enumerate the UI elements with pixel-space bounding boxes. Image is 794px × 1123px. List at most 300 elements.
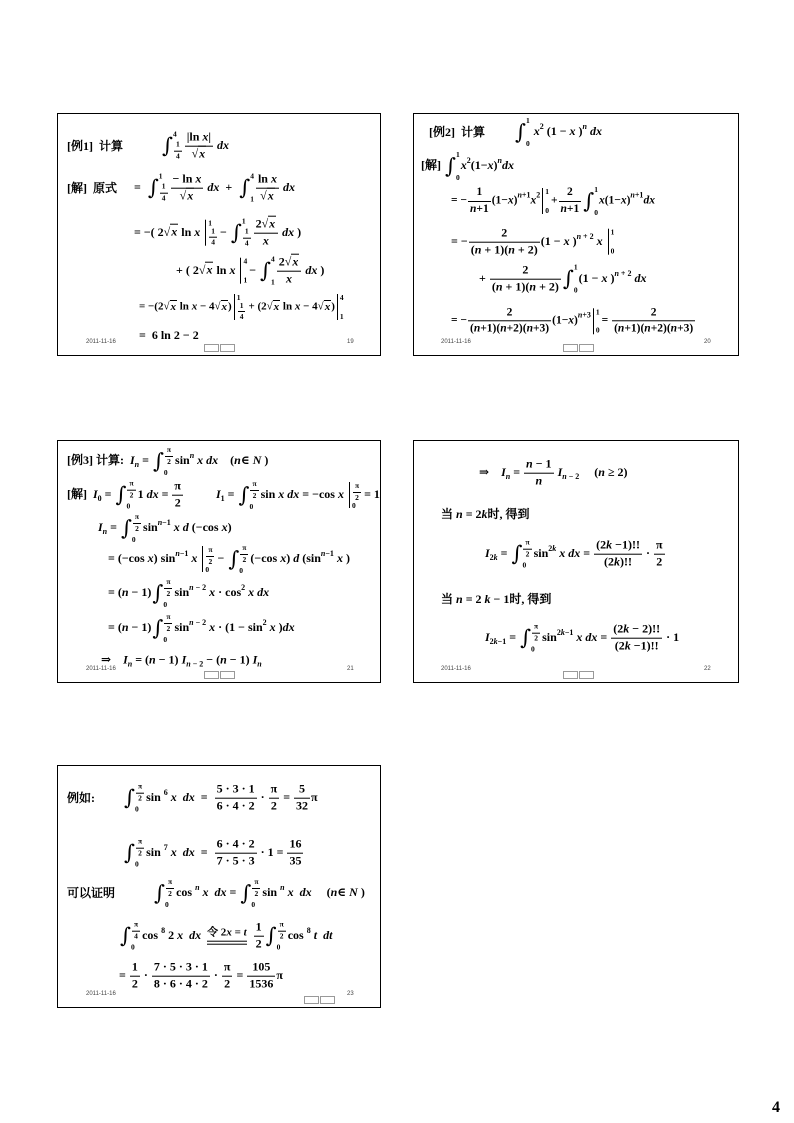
math-text: − 1) (155, 652, 182, 667)
math-text: 8 (306, 925, 311, 935)
integral-sign: ∫ (238, 482, 250, 507)
upper-limit (164, 446, 174, 466)
math-text: = (280, 789, 294, 804)
math-text: 1 (244, 226, 249, 236)
math-text: = 2 (462, 591, 485, 606)
math-text: +3 (582, 310, 591, 320)
math-function: cos (142, 927, 159, 942)
lower-limit (163, 636, 167, 644)
slide-date: 2011-11-16 (86, 339, 116, 345)
upper-limit (526, 117, 530, 125)
math-variable: x (620, 194, 627, 207)
lower-limit (545, 207, 549, 215)
math-text: 5 (299, 781, 306, 796)
fraction (243, 228, 251, 248)
math-text: (− (250, 550, 262, 565)
lower-limit (277, 944, 281, 952)
math-text: ) (317, 262, 325, 277)
upper-limit (165, 878, 175, 898)
math-text: 1 (455, 150, 460, 159)
math-line (134, 173, 295, 204)
math-text: · (1 − (215, 619, 248, 634)
upper-limit (126, 480, 136, 500)
radicand (267, 188, 275, 203)
math-variable: x (199, 146, 206, 161)
fraction (172, 480, 183, 511)
evaluation-bar (608, 229, 615, 255)
integral (239, 173, 254, 203)
fraction (269, 783, 280, 814)
fraction (490, 264, 561, 295)
superscript (158, 518, 171, 527)
math-variable: x (197, 452, 204, 467)
math-text: )!! (620, 554, 633, 569)
denominator (243, 238, 251, 248)
slide-23 (57, 765, 381, 1008)
numerator (277, 256, 302, 272)
fraction (468, 186, 491, 215)
proof-heading (67, 886, 115, 900)
math-text: − 1时, 得到 (490, 591, 552, 606)
lower-limit (126, 503, 130, 511)
fraction (559, 186, 582, 215)
math-variable: n (505, 471, 511, 481)
denominator (132, 932, 140, 942)
integral-limits (239, 544, 249, 574)
math-variable: x (598, 194, 605, 207)
integral-sign: ∫ (115, 482, 127, 507)
math-text: −1 (325, 548, 334, 558)
math-variable: n (469, 202, 477, 215)
denominator (215, 854, 257, 869)
math-line (441, 507, 530, 521)
integral (239, 480, 260, 510)
fraction (130, 961, 140, 992)
integral-sign: ∫ (520, 625, 532, 650)
math-text: 2 (466, 155, 471, 165)
nav-prev-box (563, 344, 578, 352)
math-text: 1 (220, 493, 225, 503)
math-text: = − (299, 486, 319, 501)
math-text: 0 (163, 634, 168, 644)
denominator (164, 624, 172, 634)
math-variable: x (336, 550, 343, 565)
upper-limit (132, 513, 142, 533)
math-variable: x (248, 584, 255, 599)
math-text: = (134, 179, 147, 194)
square-root (214, 300, 228, 313)
radical-sign: √ (261, 216, 269, 231)
math-variable: x (269, 619, 276, 634)
denominator (612, 322, 695, 336)
math-text: 1 (161, 181, 166, 191)
slide-date: 2011-11-16 (441, 666, 471, 672)
math-line (108, 544, 350, 574)
math-variable: n (526, 322, 533, 335)
math-text: = −( 2 (134, 224, 164, 239)
fraction (254, 921, 264, 952)
lower-limit (164, 469, 168, 477)
math-text (197, 551, 200, 565)
fraction (238, 302, 246, 322)
integral-sign: ∫ (162, 133, 173, 158)
lower-limit (251, 901, 255, 909)
math-text: π (174, 478, 181, 493)
math-text: 1 (131, 959, 138, 974)
math-variable: x (171, 224, 178, 239)
math-text: + ( 2 (176, 262, 199, 277)
math-text: 1 (545, 187, 549, 196)
radicand (198, 146, 206, 161)
math-variable: x (267, 188, 274, 203)
math-text: + 1)( (502, 279, 530, 294)
upper-limit (352, 482, 362, 502)
math-text: (− (188, 519, 203, 534)
integral-limits (249, 480, 259, 510)
math-text: 1 (243, 275, 248, 285)
math-text: 0 (126, 501, 131, 511)
denominator (252, 889, 260, 899)
math-text: − (249, 262, 260, 277)
integral (240, 878, 261, 908)
evaluation-bar (337, 294, 344, 320)
math-text: + (550, 194, 558, 207)
radicand (291, 254, 299, 269)
lower-limit (208, 228, 218, 248)
math-text: (1− (491, 194, 508, 207)
example-heading (67, 139, 123, 153)
integral (512, 539, 533, 569)
math-variable: x (576, 629, 583, 644)
numerator (164, 578, 172, 589)
math-text: 2 (166, 588, 171, 598)
math-variable: n (582, 121, 587, 131)
math-text: = ( (108, 584, 122, 599)
fraction (250, 480, 258, 500)
math-text: 2 (224, 976, 231, 991)
subscript (562, 472, 579, 481)
math-text: 1 (208, 219, 213, 228)
math-text (250, 928, 253, 942)
superscript (557, 628, 574, 637)
fraction (468, 306, 551, 335)
radical-sign: √ (198, 262, 206, 277)
math-line (123, 783, 318, 814)
lower-limit (596, 327, 600, 335)
math-text: 1 (239, 300, 244, 310)
math-text: (1 − (543, 123, 570, 138)
math-variable: N (349, 884, 358, 899)
math-variable: n (456, 591, 463, 606)
math-text: + 1)( (481, 242, 509, 257)
integral-sign: ∫ (511, 541, 523, 566)
denominator (171, 189, 204, 204)
math-text: = 2 (462, 506, 482, 521)
math-text: − (220, 224, 230, 239)
numerator (222, 961, 233, 977)
math-text: 0 (205, 565, 210, 575)
integral-limits (574, 264, 578, 294)
upper-limit (574, 264, 578, 272)
math-text: 2 (556, 627, 561, 637)
fraction (171, 173, 204, 204)
integral-sign: ∫ (124, 785, 135, 810)
math-text: ) (513, 194, 518, 207)
math-text: −1)!! (630, 638, 659, 653)
math-variable: k (484, 591, 491, 606)
nav-prev-box (304, 996, 319, 1004)
evaluation-bar (202, 545, 215, 575)
superscript (614, 269, 631, 278)
numerator (269, 783, 280, 799)
math-text: π (134, 512, 140, 521)
integral-limits (131, 921, 141, 951)
integral (266, 921, 287, 951)
math-function: cos (176, 884, 193, 899)
math-variable: x (170, 844, 177, 859)
math-text: 1 (610, 228, 615, 237)
math-function: sin (175, 452, 190, 467)
math-variable: I (557, 464, 563, 479)
numerator (133, 513, 141, 524)
math-text: 0 (610, 246, 615, 256)
integral-limits (531, 623, 541, 653)
math-text: = (194, 844, 214, 859)
slide-nav (563, 671, 594, 679)
math-text: + (219, 179, 239, 194)
integral (124, 838, 145, 868)
math-text: 7 · 5 · 3 · 1 (153, 959, 208, 974)
math-text: −1 (162, 517, 171, 527)
math-variable: dx (305, 262, 318, 277)
math-text: 2 (174, 495, 181, 510)
math-text: 2 (270, 798, 277, 813)
denominator (136, 849, 144, 859)
math-text: 5 · 3 · 1 (216, 781, 255, 796)
numerator (136, 783, 144, 794)
math-variable: k (493, 636, 498, 646)
superscript (630, 191, 643, 200)
math-text: 当 (441, 506, 457, 521)
math-text: (2 (596, 537, 607, 552)
slide-20 (413, 113, 739, 356)
math-text: ∈ (240, 452, 253, 467)
math-text: 0 (531, 644, 535, 654)
integral-limits (277, 921, 287, 951)
math-text: π (223, 959, 231, 974)
math-function: sin (306, 550, 321, 565)
integral (153, 446, 174, 476)
math-variable: n (617, 322, 625, 335)
math-variable: I (130, 452, 135, 467)
math-text: 2 (131, 976, 138, 991)
math-text: 35 (289, 853, 302, 868)
slide-date: 2011-11-16 (86, 666, 116, 672)
math-variable: k (606, 537, 613, 552)
upper-limit (594, 186, 598, 194)
subscript (490, 553, 498, 562)
math-variable: n (529, 279, 537, 294)
integral-sign: ∫ (152, 580, 164, 605)
fraction (136, 838, 144, 858)
math-text: = (506, 629, 520, 644)
denominator (469, 243, 540, 258)
math-text: · (642, 545, 653, 560)
math-variable: dx (287, 486, 300, 501)
math-text: 2 (656, 554, 663, 569)
math-line (451, 227, 616, 258)
integral (583, 186, 598, 216)
math-variable: x (337, 486, 344, 501)
math-text: π (133, 920, 139, 929)
math-text: 0 (522, 560, 527, 570)
math-text: +2)( (650, 322, 671, 335)
math-text: −1 (564, 627, 574, 637)
math-text: ) (153, 550, 161, 565)
fraction (222, 961, 233, 992)
numerator (136, 838, 144, 849)
math-variable: I (501, 464, 506, 479)
numerator (490, 264, 561, 280)
math-line (485, 539, 666, 570)
fraction (185, 131, 213, 162)
math-text: ∈ (337, 884, 350, 899)
math-text: ) (493, 157, 498, 172)
math-function: cos (287, 927, 304, 942)
math-text: · (215, 584, 226, 599)
math-variable: dx (207, 179, 220, 194)
math-text: − 2 (566, 471, 580, 481)
math-function: sin (143, 519, 158, 534)
numerator (250, 480, 258, 491)
math-text: = (510, 464, 524, 479)
denominator (490, 280, 561, 295)
math-text: π (167, 877, 173, 886)
math-text: ) (575, 123, 583, 138)
numerator (612, 306, 695, 321)
slide-nav (204, 344, 235, 352)
numerator (174, 141, 182, 152)
math-text: 4 (239, 312, 244, 322)
fraction (287, 838, 303, 869)
integral-limits (173, 131, 183, 161)
lower-limit (242, 228, 252, 248)
math-line (108, 613, 295, 643)
math-variable: x (270, 171, 277, 186)
integral (152, 578, 173, 608)
math-variable: dx (146, 486, 159, 501)
math-function: sin (533, 545, 549, 560)
math-variable: x (269, 216, 276, 231)
math-text: − 4 (197, 300, 215, 313)
math-text: π (279, 920, 284, 929)
denominator (250, 491, 258, 501)
square-root (163, 300, 177, 313)
math-text: 2 (166, 623, 171, 633)
math-text: + 2 (581, 231, 594, 241)
math-text: [例2] 计算 (429, 124, 485, 139)
denominator (277, 272, 302, 287)
math-text: ) (357, 884, 365, 899)
math-text: · 1 (663, 629, 680, 644)
math-text: 2 − 2 (170, 327, 199, 342)
numerator (206, 546, 214, 557)
upper-limit (242, 218, 246, 226)
radical-sign: √ (284, 254, 292, 269)
nav-next-box (579, 671, 594, 679)
math-line (153, 878, 365, 908)
math-line (108, 578, 269, 608)
denominator (269, 799, 280, 814)
math-variable: x (202, 129, 209, 144)
math-text: 1 (175, 139, 180, 149)
radical-sign: √ (260, 188, 267, 203)
math-text: = (119, 967, 129, 982)
numerator (256, 173, 279, 189)
math-variable: n (644, 322, 651, 335)
integral-limits (135, 838, 145, 868)
lower-limit (243, 277, 247, 285)
math-text: 105 (252, 959, 271, 974)
numerator (164, 613, 172, 624)
math-text: · 1 = (257, 844, 287, 859)
lower-limit (205, 566, 209, 574)
math-variable: x (287, 884, 294, 899)
upper-limit (135, 783, 145, 803)
math-text: 7 · 5 · 3 (216, 853, 255, 868)
math-text: 32 (296, 798, 309, 813)
math-text: + 2) (536, 279, 559, 294)
math-text: = ( (132, 652, 150, 667)
fraction (215, 838, 257, 869)
math-text: [解] (67, 486, 93, 501)
fraction (294, 783, 310, 814)
integral (228, 544, 249, 574)
math-variable: x (147, 550, 154, 565)
math-function: sin (542, 629, 557, 644)
radicand (186, 188, 194, 203)
fraction (206, 546, 214, 566)
fraction (166, 878, 174, 898)
math-line (451, 186, 655, 216)
square-root (164, 224, 179, 239)
lower-limit (135, 806, 139, 814)
math-variable: n (121, 584, 129, 599)
math-text: 2 (138, 848, 142, 858)
math-text: 6 · 4 · 2 (216, 836, 255, 851)
math-function: ln (189, 129, 200, 144)
math-text: 2 (168, 888, 172, 898)
upper-limit (205, 546, 215, 566)
math-variable: n (175, 548, 180, 558)
math-variable: n (614, 268, 619, 278)
evaluation-bar (542, 188, 549, 214)
solution-heading (67, 181, 117, 195)
superscript (517, 191, 530, 200)
math-text: = −(2 (139, 300, 164, 313)
radicand (221, 300, 229, 313)
numerator (278, 921, 286, 932)
subscript (490, 637, 507, 646)
math-variable: x (460, 157, 467, 172)
denominator (136, 794, 144, 804)
math-text: 2 (279, 931, 284, 941)
math-text: 4 (339, 293, 344, 302)
denominator (287, 854, 303, 869)
math-line (134, 218, 301, 249)
math-text: 2 (489, 552, 494, 562)
denominator (238, 312, 246, 322)
